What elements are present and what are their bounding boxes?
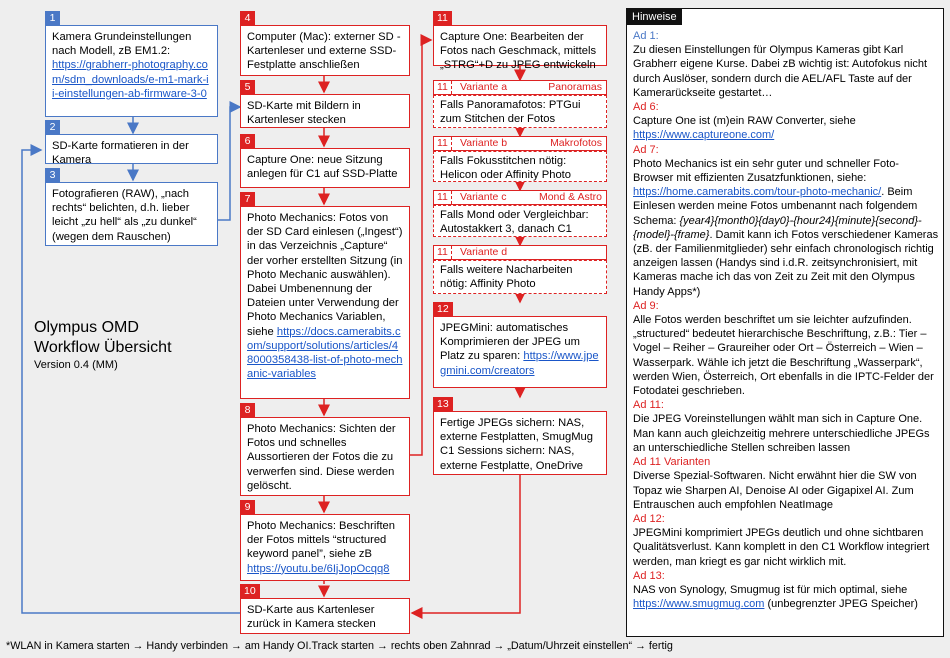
hint-ad7-text3: . Damit kann ich Fotos verschiedener Kameras (zB. der Familienmitglieder) sehr einfach chronologisch richtig anzeigen lassen (Handys sind i.d.R. zeitsynchronisiert, mit Kameras mache ich das von Zeit zu Zeit mit den Olympus Handy Apps*) <box>633 228 939 298</box>
hint-ad6-label: Ad 6: <box>633 101 659 114</box>
step-9-box <box>240 514 410 581</box>
variant-a-label: Variante a <box>460 81 508 93</box>
step-5-number: 5 <box>240 80 255 95</box>
step-4-text: Computer (Mac): externer SD -Kartenleser und externe SSD-Festplatte anschließen <box>247 31 401 72</box>
arrow-8-11 <box>410 40 431 455</box>
hint-ad13 <box>633 583 939 611</box>
step-12-box <box>433 316 607 388</box>
variant-a-topic: Panoramas <box>548 81 602 93</box>
variant-d-tag <box>433 245 607 260</box>
step-13-number: 13 <box>433 397 453 412</box>
hint-ad13-text: NAS von Synology, Smugmug ist für mich optimal, siehe <box>633 583 908 596</box>
step-4-box <box>240 25 410 76</box>
variant-d-text: Falls weitere Nacharbeiten nötig: Affinity Photo <box>440 264 573 291</box>
hint-ad13-tail: (unbegrenzter JPEG Speicher) <box>764 598 918 611</box>
variant-c-topic: Mond & Astro <box>538 191 602 203</box>
step-7-link[interactable]: https://docs.camerabits.com/support/solutions/articles/48000358438-list-of-photo-mechanic-variables <box>247 325 403 381</box>
variant-c-tag <box>433 190 607 205</box>
variant-b-number: 11 <box>434 137 452 150</box>
step-7-text: Photo Mechanics: Fotos von der SD Card einlesen („Ingest“) in das Verzeichnis „Capture“ der vorher erstellten Sitzung (in Photo Mechanic auswählen). Dabei Umbenennung der Dateien unter Verwendung der Photo Mechanics Variablen, siehe <box>247 212 403 338</box>
hint-ad13-label: Ad 13: <box>633 569 665 582</box>
hint-ad11v-label: Ad 11 Varianten <box>633 456 711 469</box>
step-2-box <box>45 134 218 167</box>
step-6-box <box>240 148 410 188</box>
variant-a-number: 11 <box>434 81 452 94</box>
step-2-text: SD-Karte formatieren in der Kamera <box>52 140 189 167</box>
step-13-box <box>433 411 607 475</box>
diagram-title-line2: Workflow Übersicht <box>34 339 172 356</box>
step-1-text: Kamera Grundeinstellungen nach Modell, zB EM1.2: <box>52 31 192 58</box>
arrow-3-5 <box>218 107 240 220</box>
variant-c-box <box>433 205 607 237</box>
step-2-number: 2 <box>45 120 60 135</box>
step-8-text: Photo Mechanics: Sichten der Fotos und schnelles Aussortieren der Fotos die zu verwerfen sind. Diese werden gelöscht. <box>247 423 396 492</box>
step-8-box <box>240 417 410 496</box>
hints-panel <box>626 8 944 637</box>
step-6-text: Capture One: neue Sitzung anlegen für C1 auf SSD-Platte <box>247 154 398 181</box>
hint-ad6-text: Capture One ist (m)ein RAW Converter, siehe <box>633 115 856 128</box>
hint-ad9-label: Ad 9: <box>633 299 659 312</box>
diagram-title <box>34 318 172 358</box>
hint-ad7-text1: Photo Mechanics ist ein sehr guter und schneller Foto-Browser mit effizienten Zusatzfunktionen, siehe: <box>633 157 899 185</box>
step-12-link[interactable]: https://www.jpegmini.com/creators <box>440 350 599 377</box>
variant-d-box <box>433 260 607 294</box>
variant-a-tag <box>433 80 607 95</box>
hint-ad11-label: Ad 11: <box>633 399 664 412</box>
hint-ad7-schema: {year4}{month0}{day0}-{hour24}{minute}{second}-{model}-{frame} <box>633 214 922 241</box>
hint-ad13-link[interactable]: https://www.smugmug.com <box>633 598 765 611</box>
step-10-number: 10 <box>240 584 260 599</box>
step-1-number: 1 <box>45 11 60 26</box>
step-4-number: 4 <box>240 11 255 26</box>
step-3-number: 3 <box>45 168 60 183</box>
variant-d-label: Variante d <box>460 246 508 258</box>
step-11-box <box>433 25 607 72</box>
hint-ad11-text: Die JPEG Voreinstellungen wählt man sich in Capture One. Man kann auch gleichzeitig mehrere unterschiedliche JPEGs an unterschiedliche Stellen schreiben lassen <box>633 413 930 454</box>
step-5-box <box>240 94 410 128</box>
variant-d-number: 11 <box>434 246 452 259</box>
hint-ad12-label: Ad 12: <box>633 512 665 525</box>
hint-ad1-label: Ad 1: <box>633 30 659 42</box>
hint-ad7-link[interactable]: https://home.camerabits.com/tour-photo-mechanic/ <box>633 186 882 199</box>
step-3-text: Fotografieren (RAW), „nach rechts“ belichten, d.h. lieber leicht „zu hell“ als „zu dunkel“ (wegen dem Rauschen) <box>52 188 197 243</box>
step-13-text: Fertige JPEGs sichern: NAS, externe Festplatten, SmugMug C1 Sessions sichern: NAS, externe Festplatte, OneDrive <box>440 417 593 472</box>
step-12-text: JPEGMini: automatisches Komprimieren der JPEG um Platz zu sparen: <box>440 322 580 363</box>
step-3-box <box>45 182 218 246</box>
step-5-text: SD-Karte mit Bildern in Kartenleser stecken <box>247 100 361 127</box>
hint-ad6-link[interactable]: https://www.captureone.com/ <box>633 129 775 142</box>
step-9-number: 9 <box>240 500 255 515</box>
variant-c-label: Variante c <box>460 191 507 203</box>
hint-ad12-text: JPEGMini komprimiert JPEGs deutlich und ohne sichtbaren Qualitätsverlust. Kann komplett in den C1 Workflow integriert werden, man kriegt es gar nicht wirklich mit. <box>633 527 930 568</box>
step-7-box <box>240 206 410 399</box>
hints-header: Hinweise <box>627 9 682 25</box>
variant-c-number: 11 <box>434 191 452 204</box>
hint-ad1-text: Zu diesen Einstellungen für Olympus Kameras gibt Karl Grabherr eigene Kurse. Dabei zB wichtig ist: Autofokus nicht durch Auslöser, sondern durch die AEL/AFL Taste auf der Kamerarückseite gestartet… <box>633 44 928 99</box>
step-1-box <box>45 25 218 117</box>
diagram-title-line1: Olympus OMD <box>34 319 139 336</box>
step-7-number: 7 <box>240 192 255 207</box>
step-10-text: SD-Karte aus Kartenleser zurück in Kamera stecken <box>247 604 376 631</box>
hint-ad11v-text: Diverse Spezial-Softwaren. Nicht erwähnt hier die SW von Topaz wie Sharpen AI, Denoise AI oder Gigapixel AI. Zum Entrauschen auch empfohlen NeatImage <box>633 470 917 511</box>
variant-b-tag <box>433 136 607 151</box>
variant-b-topic: Makrofotos <box>550 137 602 149</box>
hint-ad6 <box>633 114 939 142</box>
diagram-version: Version 0.4 (MM) <box>34 359 118 371</box>
hint-ad9-text: Alle Fotos werden beschriftet um sie leichter aufzufinden. „structured“ bedeutet hierarchische Beschriftung, z.B.: Tier – Vogel – Reiher – Graureiher oder Ort – Österreich – Wien – Wasserpark. Wähle ich jetzt die Beschriftung „Wasserpark“, werden Wien, Österreich, Ort ebenfalls in die IPTC-Felder der Fotodatei geschrieben. <box>633 314 934 398</box>
step-9-text: Photo Mechanics: Beschriften der Fotos mittels “structured keyword panel”, siehe zB <box>247 520 395 561</box>
step-9-link[interactable]: https://youtu.be/6IjJopOcqq8 <box>247 562 390 575</box>
hint-ad7-label: Ad 7: <box>633 143 659 156</box>
variant-c-text: Falls Mond oder Vergleichbar: Autostakkert 3, danach C1 <box>440 209 589 236</box>
step-11-number: 11 <box>433 11 452 26</box>
variant-b-label: Variante b <box>460 137 508 149</box>
step-11-text: Capture One: Bearbeiten der Fotos nach Geschmack, mittels „STRG“+D zu JPEG entwickeln <box>440 31 597 72</box>
variant-b-box <box>433 151 607 182</box>
variant-a-box <box>433 95 607 128</box>
hints-body <box>633 29 939 611</box>
arrow-13-10 <box>412 475 520 613</box>
step-1-link[interactable]: https://grabherr-photography.com/sdm_downloads/e-m1-mark-ii-einstellungen-ab-firmware-3-0 <box>52 59 209 100</box>
variant-b-text: Falls Fokusstitchen nötig: Helicon oder Affinity Photo <box>440 155 572 182</box>
step-12-number: 12 <box>433 302 453 317</box>
step-8-number: 8 <box>240 403 255 418</box>
footnote-wlan: *WLAN in Kamera starten → Handy verbinden → am Handy OI.Track starten → rechts oben Zahnrad → „Datum/Uhrzeit einstellen“ → fertig <box>6 640 673 652</box>
hint-ad7-text2: . Beim Einlesen werden meine Fotos umbenannt nach folgendem Schema: <box>633 186 918 227</box>
step-10-box <box>240 598 410 634</box>
hint-ad7 <box>633 157 939 299</box>
variant-a-text: Falls Panoramafotos: PTGui zum Stitchen der Fotos <box>440 99 581 126</box>
step-6-number: 6 <box>240 134 255 149</box>
